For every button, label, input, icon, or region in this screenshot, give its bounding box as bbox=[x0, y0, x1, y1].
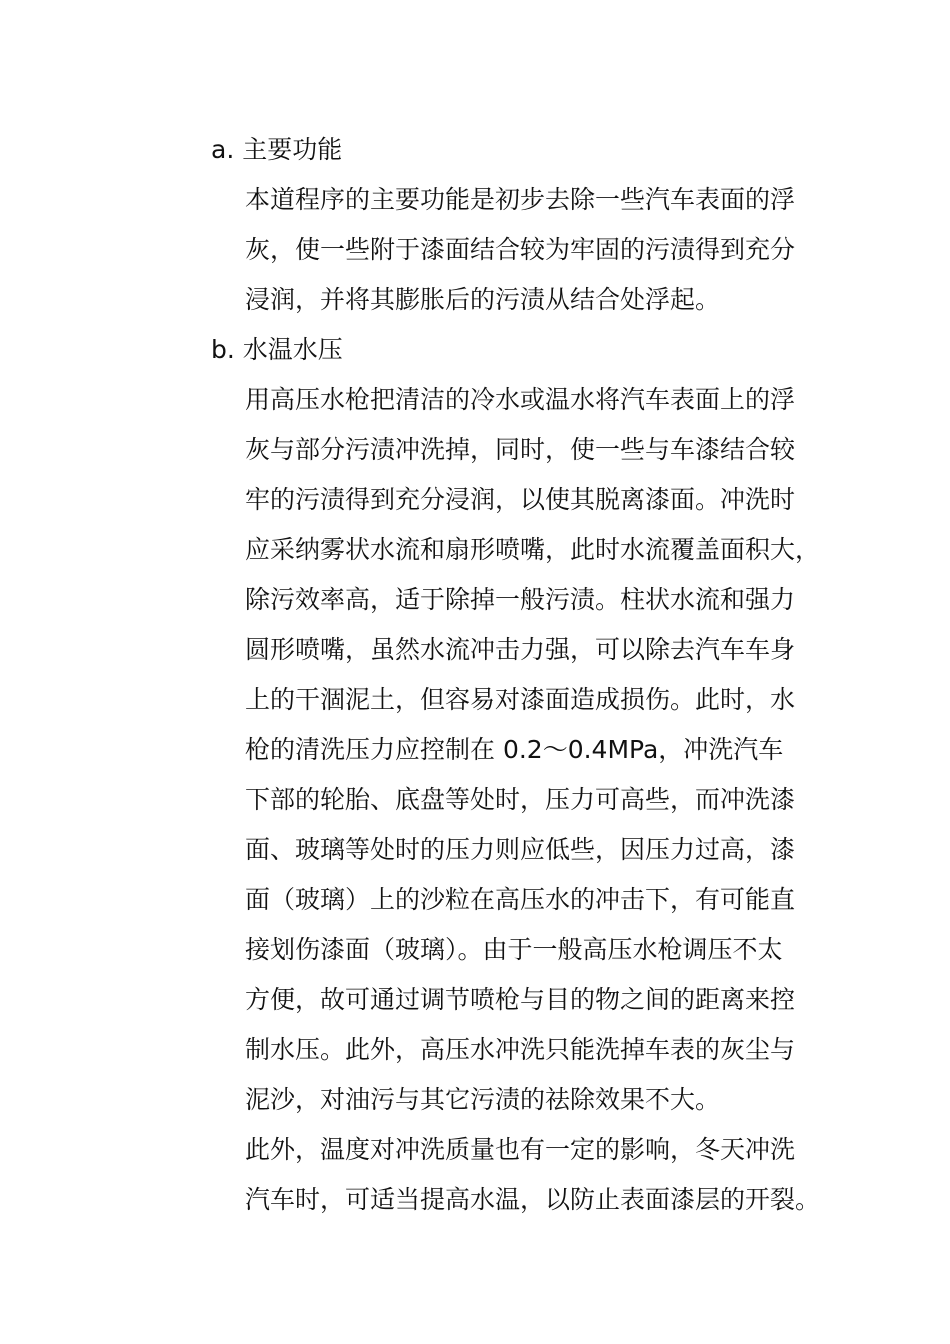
section-b-line: 枪的清洗压力应控制在 0.2～0.4MPa，冲洗汽车 bbox=[245, 735, 784, 764]
section-b-line: 面、玻璃等处时的压力则应低些，因压力过高，漆 bbox=[245, 835, 796, 864]
section-a-heading: a. 主要功能 bbox=[211, 135, 343, 164]
section-b-line: 泥沙，对油污与其它污渍的祛除效果不大。 bbox=[245, 1085, 721, 1114]
section-a-line: 浸润，并将其膨胀后的污渍从结合处浮起。 bbox=[245, 285, 721, 314]
section-b-line: 上的干涸泥土，但容易对漆面造成损伤。此时，水 bbox=[245, 685, 796, 714]
section-b-line: 制水压。此外，高压水冲洗只能洗掉车表的灰尘与 bbox=[245, 1035, 796, 1064]
section-b-line: 汽车时，可适当提高水温，以防止表面漆层的开裂。 bbox=[245, 1185, 821, 1214]
section-b-line: 此外，温度对冲洗质量也有一定的影响，冬天冲洗 bbox=[245, 1135, 796, 1164]
section-b-line: 牢的污渍得到充分浸润，以使其脱离漆面。冲洗时 bbox=[245, 485, 796, 514]
section-a-line: 灰，使一些附于漆面结合较为牢固的污渍得到充分 bbox=[245, 235, 796, 264]
section-b-line: 面（玻璃）上的沙粒在高压水的冲击下，有可能直 bbox=[245, 885, 796, 914]
section-b-line: 圆形喷嘴，虽然水流冲击力强，可以除去汽车车身 bbox=[245, 635, 796, 664]
section-a-line: 本道程序的主要功能是初步去除一些汽车表面的浮 bbox=[245, 185, 796, 214]
section-b-line: 下部的轮胎、底盘等处时，压力可高些，而冲洗漆 bbox=[245, 785, 796, 814]
section-b-heading: b. 水温水压 bbox=[211, 335, 343, 364]
section-b-line: 方便，故可通过调节喷枪与目的物之间的距离来控 bbox=[245, 985, 796, 1014]
section-b-line: 用高压水枪把清洁的冷水或温水将汽车表面上的浮 bbox=[245, 385, 796, 414]
section-b-line: 应采纳雾状水流和扇形喷嘴，此时水流覆盖面积大， bbox=[245, 535, 821, 564]
section-b-line: 接划伤漆面（玻璃）。由于一般高压水枪调压不太 bbox=[245, 935, 783, 964]
section-b-line: 除污效率高，适于除掉一般污渍。柱状水流和强力 bbox=[245, 585, 796, 614]
section-b-line: 灰与部分污渍冲洗掉，同时，使一些与车漆结合较 bbox=[245, 435, 796, 464]
